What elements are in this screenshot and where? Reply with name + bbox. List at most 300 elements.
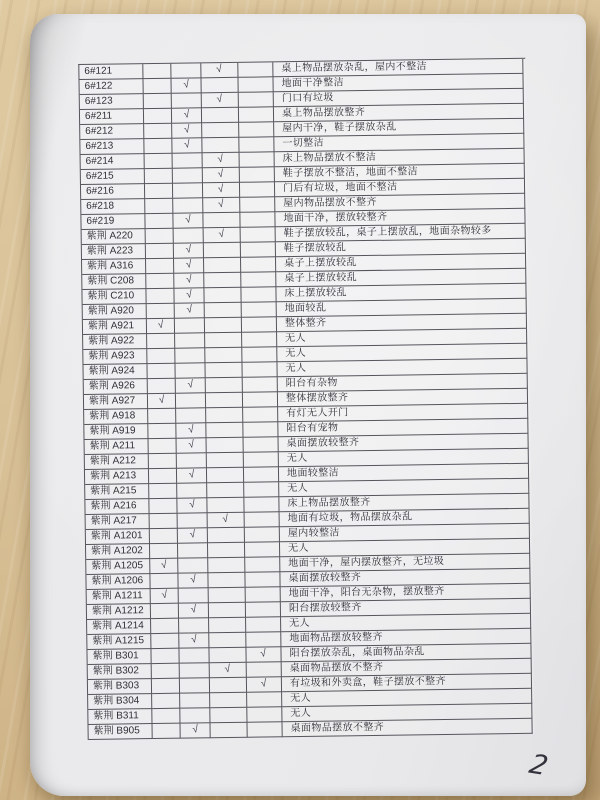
check-cell-1 (147, 364, 175, 379)
check-cell-3 (205, 303, 242, 319)
check-cell-2 (175, 333, 205, 348)
check-cell-3 (208, 528, 245, 544)
check-cell-2 (178, 513, 208, 528)
check-cell-1 (144, 109, 172, 124)
check-cell-2 (176, 423, 206, 438)
remark-cell: 有垃圾和外卖盒，鞋子摆放不整齐 (282, 674, 532, 692)
checkmark: √ (182, 78, 190, 91)
room-cell: 紫荆 A921 (83, 319, 147, 335)
remark-cell: 桌子上摆放较乱 (276, 269, 526, 287)
check-cell-3 (207, 468, 244, 484)
check-cell-4 (244, 452, 279, 467)
remark-cell: 鞋子摆放较乱 (276, 239, 526, 257)
room-cell: 紫荆 A215 (85, 484, 149, 500)
check-cell-1 (148, 409, 176, 424)
check-cell-3 (204, 228, 241, 244)
check-cell-4 (244, 497, 279, 512)
remark-cell: 桌面摆放较整齐 (279, 434, 529, 452)
room-cell: 6#214 (81, 154, 145, 170)
checkmark: √ (191, 723, 199, 736)
check-cell-2 (172, 108, 202, 123)
remark-cell: 门口有垃圾 (274, 89, 524, 107)
checkmark: √ (189, 603, 197, 616)
remark-cell: 地面物品摆放较整齐 (281, 629, 531, 647)
checkmark: √ (184, 213, 192, 226)
check-cell-1 (148, 394, 176, 409)
check-cell-1 (149, 439, 177, 454)
check-cell-4 (243, 377, 278, 392)
check-cell-2 (181, 723, 211, 738)
room-cell: 紫荆 A217 (86, 514, 150, 530)
room-cell: 6#219 (81, 214, 145, 230)
check-cell-1 (150, 574, 178, 589)
checkmark: √ (183, 138, 191, 151)
check-cell-2 (179, 633, 209, 648)
check-cell-2 (172, 138, 202, 153)
check-cell-2 (173, 168, 203, 183)
remark-cell: 阳台有杂物 (278, 374, 528, 392)
check-cell-2 (172, 123, 202, 138)
room-cell: 紫荆 A1206 (86, 574, 150, 590)
check-cell-2 (178, 573, 208, 588)
check-cell-1 (146, 274, 174, 289)
check-cell-3 (210, 663, 247, 679)
check-cell-1 (146, 244, 174, 259)
room-cell: 紫荆 A216 (85, 499, 149, 515)
checkmark: √ (186, 378, 194, 391)
check-cell-1 (148, 379, 176, 394)
remark-cell: 无人 (282, 689, 532, 707)
check-cell-1 (148, 424, 176, 439)
check-cell-4 (245, 572, 280, 587)
room-cell: 6#213 (80, 139, 144, 155)
checkmark: √ (190, 633, 198, 646)
room-cell: 紫荆 B301 (87, 649, 151, 665)
check-cell-2 (179, 618, 209, 633)
remark-cell: 床上物品摆放整齐 (279, 494, 529, 512)
check-cell-3 (204, 288, 241, 304)
check-cell-3 (206, 378, 243, 394)
check-cell-1 (152, 709, 180, 724)
checkmark: √ (157, 393, 165, 407)
remark-cell: 整体整齐 (277, 314, 527, 332)
check-cell-1 (145, 184, 173, 199)
remark-cell: 桌面物品摆放不整齐 (282, 719, 532, 737)
room-cell: 紫荆 A927 (84, 394, 148, 410)
check-cell-4 (245, 557, 280, 572)
check-cell-2 (174, 228, 204, 243)
check-cell-3 (208, 513, 245, 529)
room-cell: 紫荆 C210 (82, 289, 146, 305)
checkmark: √ (160, 558, 168, 572)
check-cell-4 (246, 602, 281, 617)
check-cell-4 (240, 152, 275, 167)
remark-cell: 鞋子摆放不整洁，地面不整洁 (275, 164, 525, 182)
check-cell-3 (203, 168, 240, 184)
check-cell-3 (207, 438, 244, 454)
check-cell-3 (209, 633, 246, 649)
checkmark: √ (188, 498, 196, 511)
check-cell-4 (247, 707, 282, 722)
check-cell-3 (209, 588, 246, 604)
check-cell-4 (239, 137, 274, 152)
check-cell-4 (244, 437, 279, 452)
remark-cell: 无人 (277, 359, 527, 377)
remark-cell: 地面干净，摆放较整齐 (275, 209, 525, 227)
remark-cell: 无人 (279, 479, 529, 497)
check-cell-3 (203, 153, 240, 169)
remark-cell: 门后有垃圾，地面不整洁 (275, 179, 525, 197)
check-cell-4 (245, 512, 280, 527)
remark-cell: 阳台摆放杂乱，桌面物品杂乱 (281, 644, 531, 662)
room-cell: 紫荆 A1202 (86, 544, 150, 560)
check-cell-4 (242, 317, 277, 332)
check-cell-3 (202, 93, 239, 109)
check-cell-2 (177, 498, 207, 513)
room-cell: 紫荆 A1214 (87, 619, 151, 635)
check-cell-4 (245, 527, 280, 542)
check-cell-3 (206, 393, 243, 409)
room-cell: 紫荆 A1205 (86, 559, 150, 575)
check-cell-2 (174, 243, 204, 258)
room-cell: 紫荆 B311 (88, 709, 152, 725)
check-cell-4 (240, 197, 275, 212)
room-cell: 紫荆 A1201 (86, 529, 150, 545)
check-cell-2 (174, 288, 204, 303)
checkmark: √ (187, 468, 195, 481)
handwritten-page-number: 2 (526, 749, 552, 782)
paper-sheet (30, 14, 586, 796)
checkmark: √ (215, 62, 223, 76)
check-cell-3 (203, 198, 240, 214)
remark-cell: 无人 (282, 704, 532, 722)
check-cell-3 (205, 363, 242, 379)
remark-cell: 无人 (281, 614, 531, 632)
check-cell-4 (241, 287, 276, 302)
check-cell-1 (150, 529, 178, 544)
check-cell-2 (176, 378, 206, 393)
check-cell-1 (145, 214, 173, 229)
check-cell-4 (241, 227, 276, 242)
check-cell-1 (151, 649, 179, 664)
check-cell-1 (150, 514, 178, 529)
room-cell: 紫荆 B304 (88, 694, 152, 710)
check-cell-4 (245, 542, 280, 557)
room-cell: 紫荆 A211 (85, 439, 149, 455)
checkmark: √ (216, 92, 224, 106)
room-cell: 6#122 (80, 79, 144, 95)
check-cell-3 (207, 483, 244, 499)
check-cell-3 (202, 123, 239, 139)
check-cell-4 (247, 677, 282, 692)
room-cell: 紫荆 A212 (85, 454, 149, 470)
check-cell-1 (150, 544, 178, 559)
check-cell-2 (180, 678, 210, 693)
room-cell: 紫荆 A1211 (87, 589, 151, 605)
checkmark: √ (187, 423, 195, 436)
check-cell-2 (177, 468, 207, 483)
check-cell-1 (151, 604, 179, 619)
remark-cell: 鞋子摆放较乱，桌子上摆放乱，地面杂物较多 (276, 224, 526, 242)
check-cell-3 (210, 693, 247, 709)
check-cell-4 (240, 167, 275, 182)
room-cell: 紫荆 A1212 (87, 604, 151, 620)
remark-cell: 地面有垃圾，物品摆放杂乱 (280, 509, 530, 527)
room-cell: 6#212 (80, 124, 144, 140)
checkmark: √ (160, 588, 168, 602)
check-cell-2 (179, 603, 209, 618)
remark-cell: 地面干净整洁 (273, 74, 523, 92)
check-cell-3 (207, 453, 244, 469)
room-cell: 6#216 (81, 184, 145, 200)
check-cell-4 (238, 62, 273, 77)
check-cell-2 (173, 213, 203, 228)
check-cell-4 (242, 347, 277, 362)
checkmark: √ (217, 227, 226, 241)
remark-cell: 桌面物品摆放不整齐 (282, 659, 532, 677)
remark-cell: 地面较乱 (277, 299, 527, 317)
check-cell-3 (210, 723, 247, 739)
check-cell-4 (247, 692, 282, 707)
check-cell-2 (176, 408, 206, 423)
check-cell-1 (146, 289, 174, 304)
room-cell: 6#121 (79, 64, 143, 80)
check-cell-2 (173, 198, 203, 213)
room-cell: 紫荆 A918 (84, 409, 148, 425)
room-cell: 紫荆 A213 (85, 469, 149, 485)
check-cell-4 (246, 617, 281, 632)
remark-cell: 屋内干净，鞋子摆放杂乱 (274, 119, 524, 137)
check-cell-4 (239, 92, 274, 107)
remark-cell: 地面较整洁 (279, 464, 529, 482)
room-cell: 紫荆 C208 (82, 274, 146, 290)
check-cell-3 (201, 78, 238, 94)
check-cell-2 (177, 483, 207, 498)
check-cell-3 (203, 183, 240, 199)
check-cell-1 (152, 679, 180, 694)
checkmark: √ (189, 573, 197, 586)
check-cell-3 (206, 423, 243, 439)
check-cell-1 (149, 499, 177, 514)
check-cell-3 (210, 708, 247, 724)
check-cell-4 (242, 362, 277, 377)
remark-cell: 屋内较整洁 (280, 524, 530, 542)
check-cell-1 (143, 79, 171, 94)
check-cell-3 (202, 108, 239, 124)
check-cell-1 (152, 694, 180, 709)
checkmark: √ (184, 243, 192, 256)
check-cell-2 (174, 273, 204, 288)
check-cell-3 (210, 678, 247, 694)
checkmark: √ (185, 288, 193, 301)
remark-cell: 无人 (277, 344, 527, 362)
check-cell-1 (144, 139, 172, 154)
check-cell-1 (147, 334, 175, 349)
remark-cell: 床上物品摆放不整洁 (275, 149, 525, 167)
remark-cell: 无人 (277, 329, 527, 347)
check-cell-2 (175, 303, 205, 318)
room-cell: 紫荆 A220 (82, 229, 146, 245)
remark-cell: 有灯无人开门 (278, 404, 528, 422)
check-cell-4 (240, 182, 275, 197)
check-cell-2 (173, 153, 203, 168)
check-cell-3 (205, 333, 242, 349)
room-cell: 紫荆 B905 (89, 724, 153, 740)
check-cell-3 (207, 498, 244, 514)
room-cell: 紫荆 A920 (83, 304, 147, 320)
checkmark: √ (185, 273, 193, 286)
check-cell-2 (179, 588, 209, 603)
room-cell: 紫荆 A919 (84, 424, 148, 440)
room-cell: 紫荆 A923 (83, 349, 147, 365)
remark-cell: 阳台摆放较整齐 (281, 599, 531, 617)
check-cell-1 (145, 154, 173, 169)
remark-cell: 地面干净，屋内摆放整齐，无垃圾 (280, 554, 530, 572)
check-cell-1 (143, 64, 171, 79)
check-cell-1 (144, 94, 172, 109)
check-cell-4 (242, 302, 277, 317)
checkmark: √ (187, 438, 195, 451)
checkmark: √ (217, 182, 225, 196)
check-cell-2 (172, 93, 202, 108)
checkmark: √ (182, 108, 190, 121)
room-cell: 紫荆 A1215 (87, 634, 151, 650)
check-cell-4 (241, 242, 276, 257)
check-cell-4 (243, 407, 278, 422)
check-cell-1 (146, 259, 174, 274)
checkmark: √ (184, 258, 193, 271)
check-cell-4 (246, 587, 281, 602)
check-cell-2 (175, 348, 205, 363)
check-cell-4 (243, 392, 278, 407)
remark-cell: 阳台有宠物 (278, 419, 528, 437)
check-cell-1 (147, 304, 175, 319)
room-cell: 紫荆 A922 (83, 334, 147, 350)
room-cell: 6#123 (80, 94, 144, 110)
room-cell: 紫荆 A316 (82, 259, 146, 275)
check-cell-2 (180, 708, 210, 723)
check-cell-2 (171, 78, 201, 93)
check-cell-1 (147, 319, 175, 334)
check-cell-1 (146, 229, 174, 244)
room-cell: 紫荆 A924 (83, 364, 147, 380)
check-cell-1 (145, 169, 173, 184)
remark-cell: 一切整洁 (274, 134, 524, 152)
check-cell-3 (206, 408, 243, 424)
check-cell-4 (243, 422, 278, 437)
room-cell: 紫荆 A926 (84, 379, 148, 395)
remark-cell: 地面干净，阳台无杂物，摆放整齐 (281, 584, 531, 602)
check-cell-2 (171, 63, 201, 78)
check-cell-3 (208, 573, 245, 589)
check-cell-4 (239, 107, 274, 122)
check-cell-2 (180, 663, 210, 678)
check-cell-3 (203, 213, 240, 229)
check-cell-3 (204, 243, 241, 259)
check-cell-4 (247, 662, 282, 677)
check-cell-1 (150, 559, 178, 574)
check-cell-4 (241, 272, 276, 287)
check-cell-1 (149, 454, 177, 469)
remark-cell: 桌面摆放较整齐 (280, 569, 530, 587)
remark-cell: 桌上物品摆放杂乱，屋内不整洁 (273, 59, 523, 77)
remark-cell: 桌子上摆放较乱 (276, 254, 526, 272)
check-cell-1 (151, 589, 179, 604)
check-cell-1 (144, 124, 172, 139)
remark-cell: 床上摆放较乱 (276, 284, 526, 302)
checkmark: √ (217, 197, 225, 211)
checkmark: √ (185, 303, 193, 316)
check-cell-2 (180, 693, 210, 708)
check-cell-4 (239, 122, 274, 137)
remark-cell: 无人 (279, 449, 529, 467)
check-cell-3 (204, 273, 241, 289)
checkmark: √ (221, 512, 230, 526)
check-cell-2 (174, 258, 204, 273)
check-cell-4 (246, 647, 281, 662)
check-cell-2 (178, 543, 208, 558)
check-cell-1 (149, 469, 177, 484)
room-cell: 紫荆 B302 (88, 664, 152, 680)
check-cell-4 (244, 467, 279, 482)
check-cell-3 (205, 348, 242, 364)
room-cell: 紫荆 B303 (88, 679, 152, 695)
checkmark: √ (260, 677, 268, 690)
check-cell-3 (209, 648, 246, 664)
check-cell-4 (246, 632, 281, 647)
check-cell-3 (209, 603, 246, 619)
check-cell-2 (179, 648, 209, 663)
check-cell-3 (204, 258, 241, 274)
check-cell-4 (247, 722, 282, 737)
room-cell: 紫荆 A223 (82, 244, 146, 260)
room-cell: 6#215 (81, 169, 145, 185)
check-cell-1 (147, 349, 175, 364)
check-cell-2 (175, 318, 205, 333)
check-cell-1 (152, 664, 180, 679)
checkmark: √ (216, 152, 225, 166)
check-cell-3 (208, 543, 245, 559)
check-cell-3 (208, 558, 245, 574)
check-cell-4 (238, 77, 273, 92)
check-cell-2 (178, 528, 208, 543)
check-cell-2 (177, 438, 207, 453)
check-cell-4 (240, 212, 275, 227)
check-cell-2 (176, 393, 206, 408)
check-cell-3 (205, 318, 242, 334)
check-cell-2 (178, 558, 208, 573)
check-cell-3 (201, 63, 238, 79)
checkmark: √ (224, 662, 232, 676)
check-cell-4 (242, 332, 277, 347)
checkmark: √ (183, 123, 191, 136)
check-cell-1 (149, 484, 177, 499)
room-cell: 6#218 (81, 199, 145, 215)
checkmark: √ (188, 528, 196, 541)
check-cell-2 (173, 183, 203, 198)
checkmark: √ (156, 318, 164, 332)
remark-cell: 整体摆放整齐 (278, 389, 528, 407)
remark-cell: 桌上物品摆放整齐 (274, 104, 524, 122)
check-cell-4 (241, 257, 276, 272)
room-cell: 6#211 (80, 109, 144, 125)
check-cell-3 (209, 618, 246, 634)
check-cell-1 (151, 619, 179, 634)
check-cell-1 (145, 199, 173, 214)
check-cell-1 (151, 634, 179, 649)
checkmark: √ (259, 647, 267, 660)
check-cell-4 (244, 482, 279, 497)
